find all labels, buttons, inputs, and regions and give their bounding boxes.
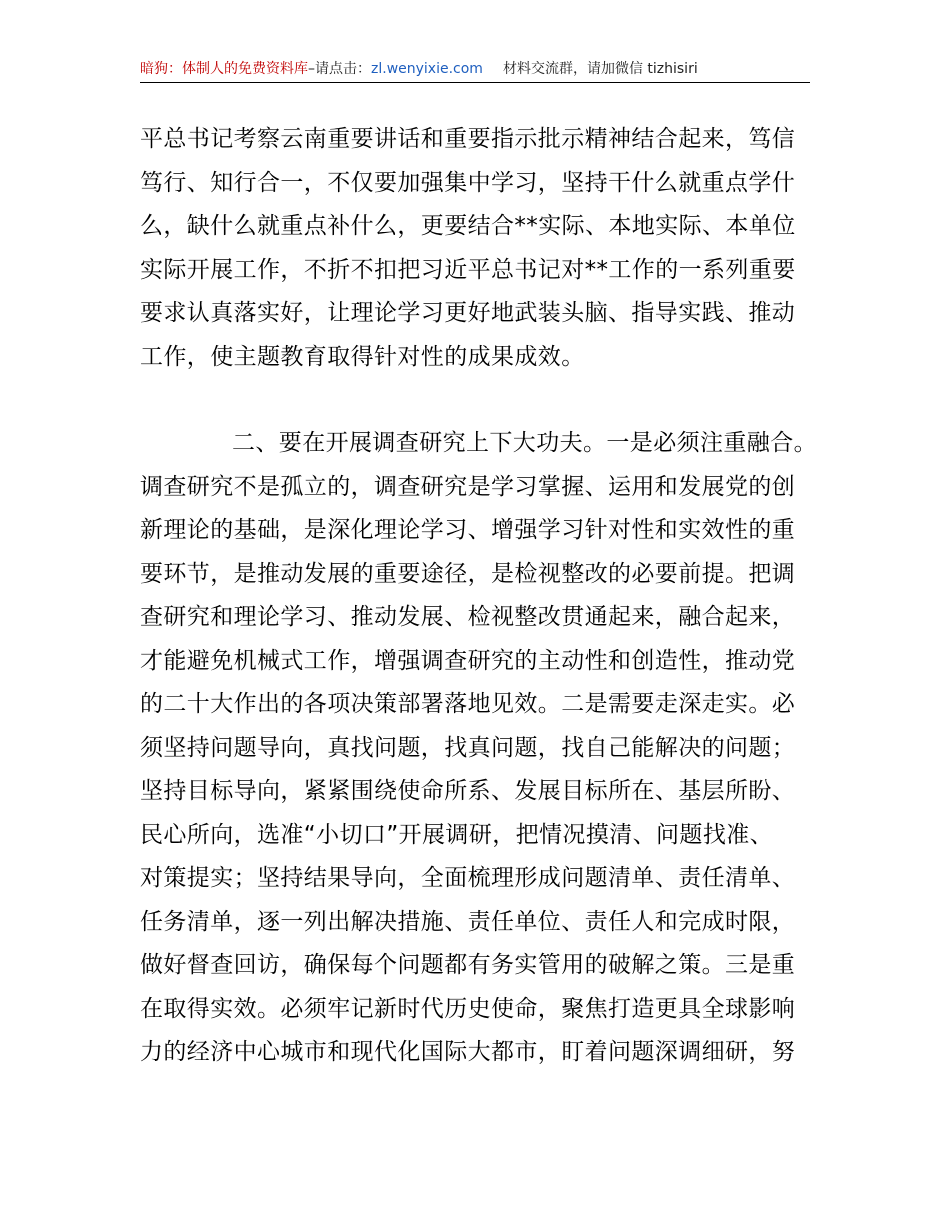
text-line: 才能避免机械式工作，增强调查研究的主动性和创造性，推动党	[140, 647, 796, 674]
text-line: 力的经济中心城市和现代化国际大都市，盯着问题深调细研，努	[140, 1039, 796, 1065]
text-line: 新理论的基础，是深化理论学习、增强学习针对性和实效性的重	[140, 517, 796, 543]
header-brand-text: 暗狗：体制人的免费资料库	[140, 61, 308, 77]
text-line: 要环节，是推动发展的重要途径，是检视整改的必要前提。把调	[140, 560, 796, 587]
text-line: 民心所向，选准“小切口”开展调研，把情况摸清、问题找准、	[140, 821, 774, 848]
text-line: 么，缺什么就重点补什么，更要结合**实际、本地实际、本单位	[140, 213, 796, 239]
text-line: 工作，使主题教育取得针对性的成果成效。	[140, 343, 585, 370]
text-line: 做好督查回访，确保每个问题都有务实管用的破解之策。三是重	[140, 952, 796, 978]
text-line: 坚持目标导向，紧紧围绕使命所系、发展目标所在、基层所盼、	[140, 778, 796, 804]
text-line: 在取得实效。必须牢记新时代历史使命，聚焦打造更具全球影响	[140, 995, 796, 1022]
text-line: 须坚持问题导向，真找问题，找真问题，找自己能解决的问题；	[140, 734, 796, 761]
text-line: 实际开展工作，不折不扣把习近平总书记对**工作的一系列重要	[140, 256, 796, 283]
header-url-link[interactable]: zl.wenyixie.com	[371, 61, 483, 77]
page-header	[140, 58, 810, 83]
header-group-text: 材料交流群，请加微信 tizhisiri	[502, 61, 698, 77]
section-heading-line: 二、要在开展调查研究上下大功夫。一是必须注重融合。	[232, 430, 817, 456]
text-line: 平总书记考察云南重要讲话和重要指示批示精神结合起来，笃信	[140, 126, 796, 152]
header-click-prompt: –请点击：	[308, 61, 371, 77]
paragraph-1	[140, 118, 810, 379]
text-line: 调查研究不是孤立的，调查研究是学习掌握、运用和发展党的创	[140, 473, 796, 500]
paragraph-2	[140, 422, 817, 1075]
text-line: 笃行、知行合一，不仅要加强集中学习，坚持干什么就重点学什	[140, 169, 796, 196]
text-line: 查研究和理论学习、推动发展、检视整改贯通起来，融合起来，	[140, 604, 796, 630]
text-line: 要求认真落实好，让理论学习更好地武装头脑、指导实践、推动	[140, 300, 796, 326]
text-line: 对策提实；坚持结果导向，全面梳理形成问题清单、责任清单、	[140, 865, 796, 891]
text-line: 任务清单，逐一列出解决措施、责任单位、责任人和完成时限，	[140, 908, 796, 935]
text-line: 的二十大作出的各项决策部署落地见效。二是需要走深走实。必	[140, 691, 796, 717]
